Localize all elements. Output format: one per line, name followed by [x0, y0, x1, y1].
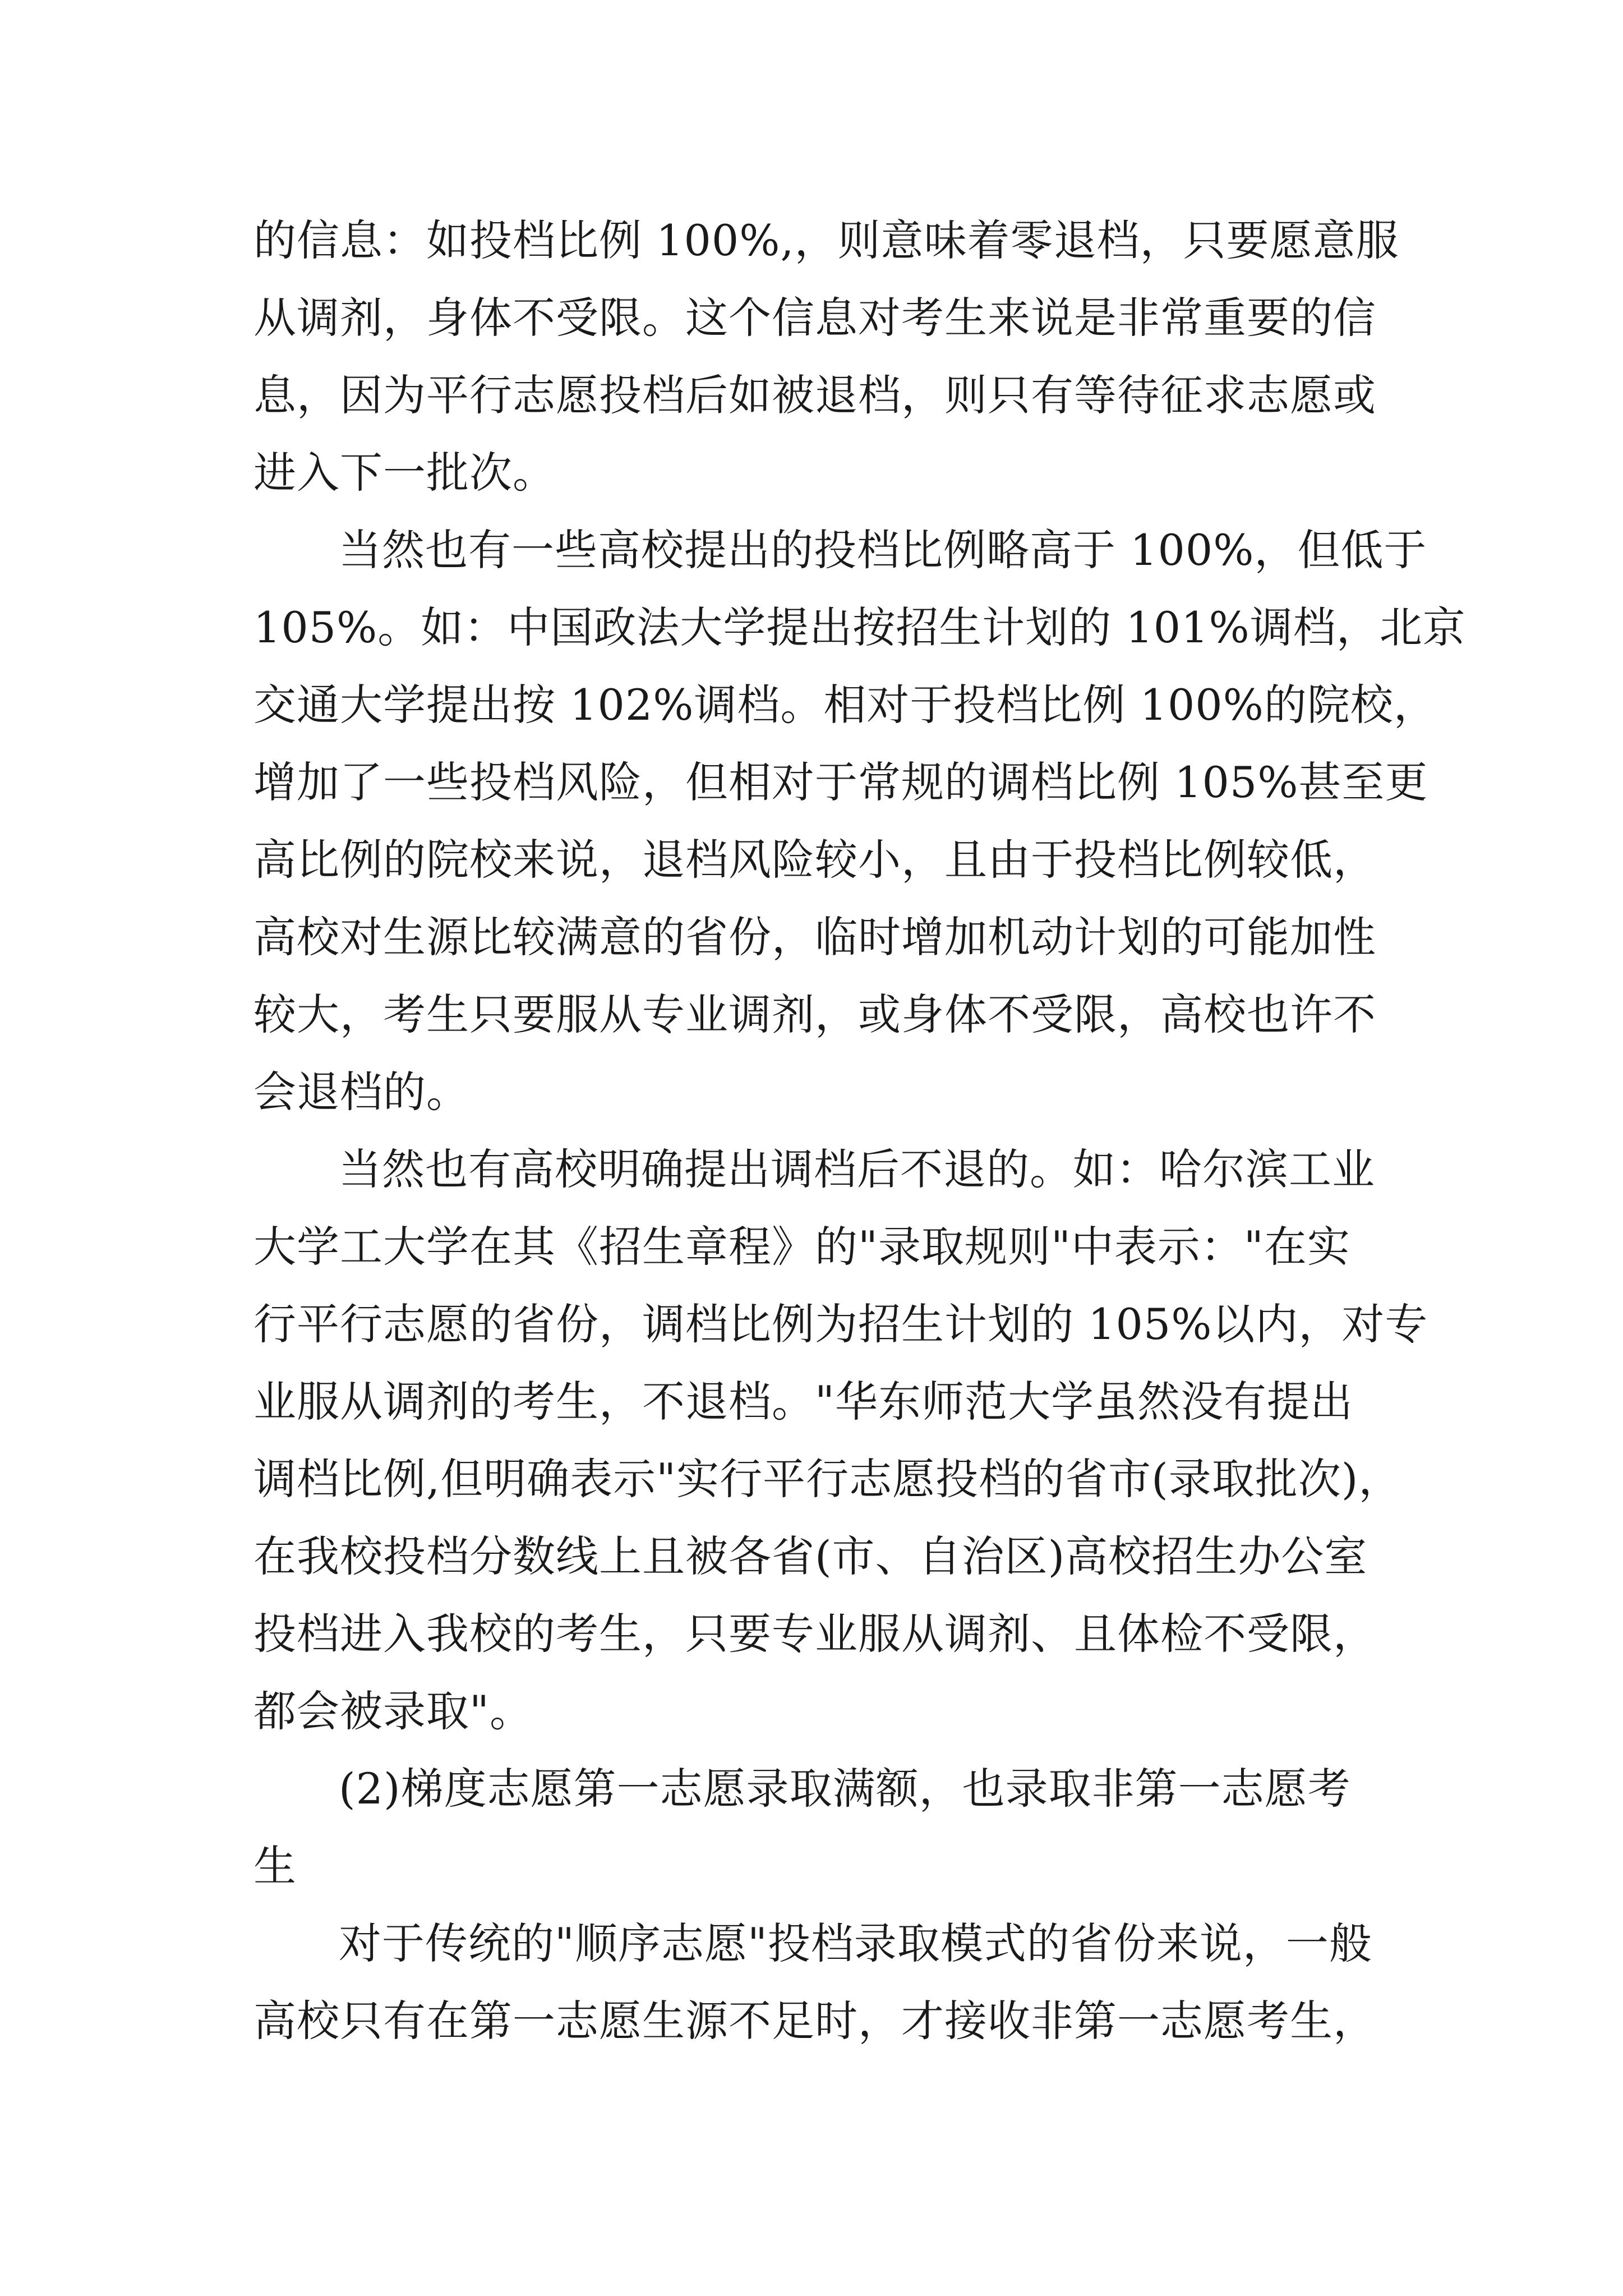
text-line: 会退档的。 [253, 1067, 469, 1117]
text-line: 105%。如：中国政法大学提出按招生计划的 101%调档，北京 [253, 602, 1466, 652]
paragraph-first-line: 对于传统的"顺序志愿"投档录取模式的省份来说，一般 [339, 1918, 1372, 1968]
section-heading-continued: 生 [253, 1841, 297, 1891]
text-line: 在我校投档分数线上且被各省(市、自治区)高校招生办公室 [253, 1531, 1368, 1581]
text-line: 高校只有在第一志愿生源不足时，才接收非第一志愿考生， [253, 1996, 1376, 2046]
paragraph-first-line: 当然也有一些高校提出的投档比例略高于 100%，但低于 [339, 525, 1427, 575]
text-line: 较大，考生只要服从专业调剂，或身体不受限，高校也许不 [253, 990, 1376, 1039]
text-line: 交通大学提出按 102%调档。相对于投档比例 100%的院校， [253, 680, 1437, 730]
text-line: 增加了一些投档风险，但相对于常规的调档比例 105%甚至更 [253, 757, 1428, 807]
section-heading: (2)梯度志愿第一志愿录取满额，也录取非第一志愿考 [339, 1764, 1351, 1814]
text-line: 息，因为平行志愿投档后如被退档，则只有等待征求志愿或 [253, 370, 1376, 420]
text-line: 业服从调剂的考生，不退档。"华东师范大学虽然没有提出 [253, 1377, 1353, 1427]
text-line: 行平行志愿的省份，调档比例为招生计划的 105%以内，对专 [253, 1299, 1428, 1349]
text-line: 的信息：如投档比例 100%,，则意味着零退档，只要愿意服 [253, 215, 1399, 265]
text-line: 高校对生源比较满意的省份，临时增加机动计划的可能加性 [253, 912, 1376, 962]
text-line: 高比例的院校来说，退档风险较小，且由于投档比例较低， [253, 835, 1376, 885]
text-line: 大学工大学在其《招生章程》的"录取规则"中表示："在实 [253, 1222, 1350, 1272]
document-body [253, 202, 1466, 2060]
text-line: 进入下一批次。 [253, 448, 556, 498]
text-line: 都会被录取"。 [253, 1686, 533, 1736]
text-line: 调档比例,但明确表示"实行平行志愿投档的省市(录取批次)， [253, 1454, 1402, 1504]
paragraph-first-line: 当然也有高校明确提出调档后不退的。如：哈尔滨工业 [339, 1144, 1375, 1194]
text-line: 投档进入我校的考生，只要专业服从调剂、且体检不受限， [253, 1609, 1376, 1659]
text-line: 从调剂，身体不受限。这个信息对考生来说是非常重要的信 [253, 293, 1376, 343]
